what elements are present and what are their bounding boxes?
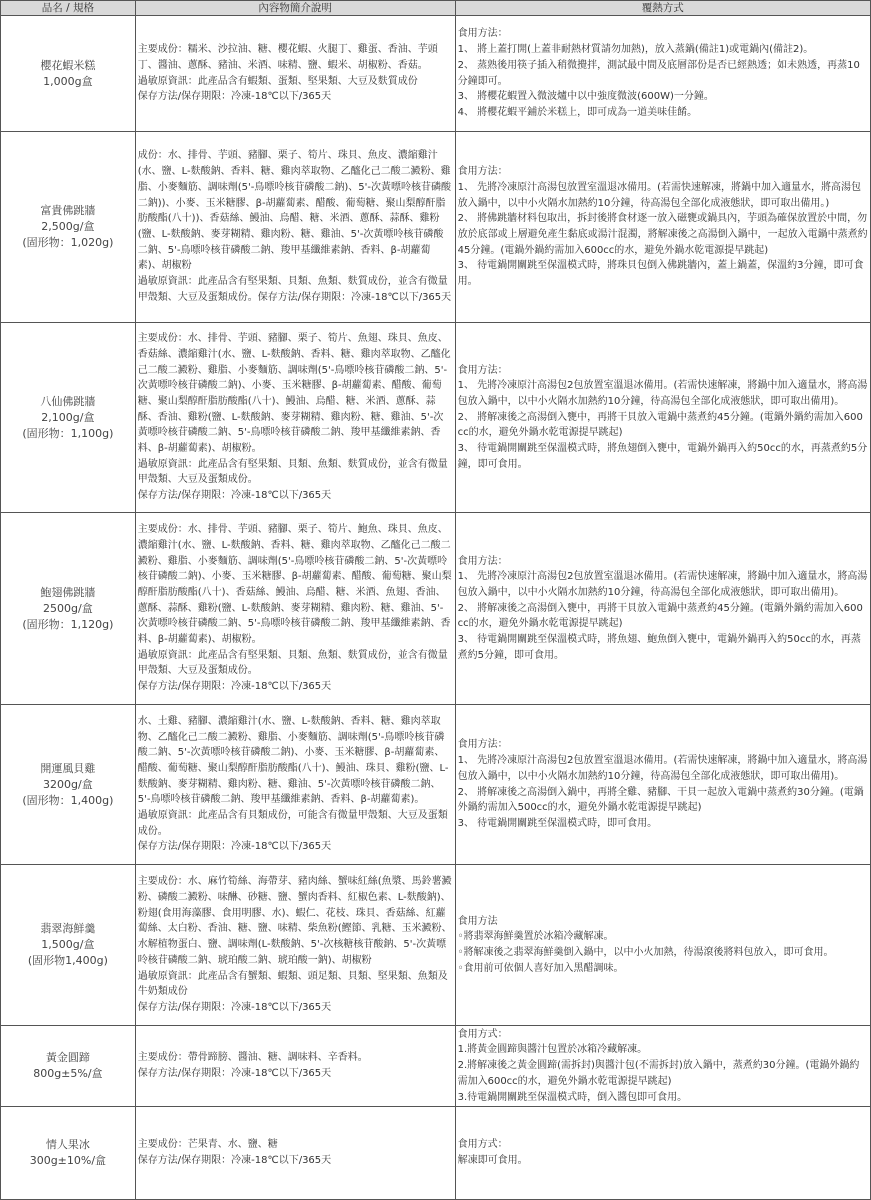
table-row — [1, 705, 871, 865]
product-name-cell — [1, 323, 136, 513]
product-name-line: 鮑翅佛跳牆 — [40, 585, 96, 599]
ingredients-cell — [135, 132, 455, 323]
ingredients-paragraph: 成份：水、排骨、芋頭、豬腳、栗子、筍片、珠貝、魚皮、濃縮雞汁(水、鹽、L-麩酸鈉、香料、糖、雞肉萃取物、乙醯化己二酸二澱粉、雞脂、小麥麵筋、調味劑(5'-鳥嘌呤核苷磷酸二鈉)、5'-次黃嘌呤核苷磷酸二鈉))、小麥、玉米糖膠、β-胡蘿蔔素、醋酸、葡萄糖、聚山梨醇酐脂肪酸酯(八十))、香菇絲、鰻油、烏醋、糖、米酒、蔥酥、蒜酥、雞粉(鹽、L-麩酸鈉、麥芽糊精、雞肉粉、糖、雞油、5'-次黃嘌呤核苷磷酸二鈉、5'-鳥嘌呤核苷磷酸二鈉、羧甲基纖維素鈉、香料、β-胡蘿蔔素)、胡椒粉 — [137, 150, 452, 272]
product-name-line: 3200g/盒 — [43, 777, 93, 791]
reheat-method-cell — [455, 1026, 870, 1107]
method-step: 3、 待電鍋開關跳至保溫模式時，將魚翅、鮑魚倒入甕中，電鍋外鍋再入約50cc的水，再蒸煮約5分鐘，即可食用。 — [457, 634, 861, 661]
method-step: 2、 將解凍後之高湯倒入鍋中，再將全雞、豬腳、干貝一起放入電鍋中蒸煮約30分鐘。(電鍋外鍋約需加入500cc的水，避免外鍋水乾電源提早跳起) — [457, 786, 864, 814]
method-step: 食用方法： — [457, 555, 508, 567]
ingredients-paragraph: 保存方法/保存期限：冷凍-18℃以下/365天 — [137, 490, 332, 502]
method-step: ◦將翡翠海鮮羹置於冰箱冷藏解凍。 — [457, 931, 614, 943]
reheat-method-cell — [455, 865, 870, 1026]
method-step: 食用方法： — [457, 739, 508, 751]
product-name-line: 1,500g/盒 — [41, 938, 95, 951]
ingredients-paragraph: 主要成份：糯米、沙拉油、糖、櫻花蝦、火腿丁、雞蛋、香油、芋頭丁、醬油、蔥酥、豬油、米酒、味精、鹽、蝦米、胡椒粉、香菇。 — [137, 44, 438, 71]
method-step: 3、 待電鍋開關跳至保溫模式時，將珠貝包倒入佛跳牆內，蓋上鍋蓋，保溫約3分鐘，即可食用。 — [457, 260, 864, 288]
method-step: 食用方法： — [457, 28, 508, 40]
product-name-cell — [1, 16, 136, 132]
method-step: 2、 將解凍後之高湯倒入甕中，再將干貝放入電鍋中蒸煮約45分鐘。(電鍋外鍋約需加入600cc的水，避免外鍋水乾電源提早跳起) — [457, 411, 863, 439]
method-step: ◦食用前可依個人喜好加入黑醋調味。 — [457, 962, 624, 974]
table-body — [1, 16, 871, 1200]
product-name-line: (固形物：1,400g) — [22, 793, 114, 807]
method-step: 1、 先將冷凍原汁高湯包2包放置室溫退冰備用。(若需快速解凍，將鍋中加入適量水，將高湯包放入鍋中，以中小火隔水加熱約10分鐘，待高湯包全部化成液態狀，即可取出備用)。 — [457, 755, 868, 782]
reheat-method-cell — [455, 513, 870, 705]
ingredients-paragraph: 保存方法/保存期限：冷凍-18℃以下/365天 — [137, 681, 332, 693]
product-name-line: 翡翠海鮮羹 — [40, 922, 96, 935]
product-name-line: (固形物：1,100g) — [22, 426, 114, 440]
table-row — [1, 1107, 871, 1200]
ingredients-paragraph: 主要成份：水、排骨、芋頭、豬腳、栗子、筍片、魚翅、珠貝、魚皮、香菇絲、濃縮雞汁(水、鹽、L-麩酸鈉、香料、糖、雞肉萃取物、乙醯化己二酸二澱粉、雞脂、小麥麵筋、調味劑(5'-鳥嘌呤核苷磷酸二鈉、5'-次黃嘌呤核苷磷酸二鈉)、小麥、玉米糖膠、β-胡蘿蔔素、醋酸、葡萄糖、聚山梨醇酐脂肪酸酯(八十)、鰻油、烏醋、糖、米酒、蔥酥、蒜酥、香油、雞粉(鹽、L-麩酸鈉、麥芽糊精、雞肉粉、糖、雞油、5'-次黃嘌呤核苷磷酸二鈉、5'-鳥嘌呤核苷磷酸二鈉、羧甲基纖維素鈉、香料、β-胡蘿蔔素)、胡椒粉。 — [137, 333, 451, 455]
product-name-line: 1,000g盒 — [43, 74, 93, 88]
ingredients-paragraph: 過敏原資訊：此產品含有堅果類、貝類、魚類、麩質成份，並含有微量甲殼類、大豆及蛋類成份。 — [137, 458, 448, 486]
product-name-line: 情人果冰 — [45, 1138, 90, 1151]
ingredients-cell — [135, 705, 455, 865]
method-step: 解凍即可食用。 — [457, 1155, 528, 1166]
reheat-method-cell — [455, 705, 870, 865]
method-step: 2.將解凍後之黃金圓蹄(需拆封)與醬汁包(不需拆封)放入鍋中，蒸煮約30分鐘。(電鍋外鍋約需加入600cc的水，避免外鍋水乾電源提早跳起) — [457, 1060, 860, 1087]
product-name-line: 2500g/盒 — [43, 601, 93, 615]
reheat-method-cell — [455, 132, 870, 323]
reheat-method-cell — [455, 1107, 870, 1200]
table-row — [1, 16, 871, 132]
method-step: 1、 將上蓋打開(上蓋非耐熱材質請勿加熱)，放入蒸鍋(備註1)或電鍋內(備註2)。 — [457, 44, 814, 56]
name-column-header: 品名 / 規格 — [1, 1, 136, 16]
ingredients-cell — [135, 323, 455, 513]
table-row — [1, 513, 871, 705]
product-name-line: 黃金圓蹄 — [45, 1051, 90, 1064]
product-name-line: 300g±10%/盒 — [29, 1154, 107, 1167]
method-column-header: 覆熱方式 — [455, 1, 870, 16]
method-step: 3、 待電鍋開關跳至保溫模式時，將魚翅倒入甕中，電鍋外鍋再入約50cc的水，再蒸煮約5分鐘，即可食用。 — [457, 443, 868, 470]
reheat-method-cell — [455, 16, 870, 132]
ingredients-paragraph: 水、土雞、豬腳、濃縮雞汁(水、鹽、L-麩酸鈉、香料、糖、雞肉萃取物、乙醯化己二酸二澱粉、雞脂、小麥麵筋、調味劑(5'-鳥嘌呤核苷磷酸二鈉、5'-次黃嘌呤核苷磷酸二鈉)、小麥、玉米糖膠、β-胡蘿蔔素、醋酸、葡萄糖、聚山梨醇酐脂肪酸酯(八十)、鰻油、珠貝、雞粉(鹽、L-麩酸鈉、麥芽糊精、雞肉粉、糖、雞油、5'-次黃嘌呤核苷磷酸二鈉、5'-鳥嘌呤核苷磷酸二鈉、羧甲基纖維素鈉、香料、β-胡蘿蔔素)。 — [137, 715, 449, 806]
ingredients-paragraph: 過敏原資訊：此產品含有堅果類、貝類、魚類、麩質成份，並含有微量甲殼類、大豆及蛋類成份。 — [137, 649, 448, 677]
table-row — [1, 323, 871, 513]
method-step: 4、 將櫻花蝦平鋪於米糕上，即可成為一道美味佳餚。 — [457, 106, 698, 118]
ingredients-cell — [135, 16, 455, 132]
method-step: 1、 先將冷凍原汁高湯包2包放置室溫退冰備用。(若需快速解凍，將鍋中加入適量水，將高湯包放入鍋中，以中小火隔水加熱約10分鐘，待高湯包全部化成液態狀，即可取出備用)。 — [457, 571, 868, 598]
method-step: 1.將黃金圓蹄與醬汁包置於冰箱冷藏解凍。 — [457, 1044, 648, 1056]
ingredients-paragraph: 主要成份：芒果青、水、鹽、糖 — [137, 1139, 278, 1151]
ingredients-paragraph: 保存方法/保存期限：冷凍-18℃以下/365天 — [137, 91, 332, 103]
product-name-line: 八仙佛跳牆 — [40, 394, 96, 408]
ingredients-paragraph: 主要成份：水、麻竹筍絲、海帶芽、豬肉絲、蟹味紅絲(魚漿、馬鈴薯澱粉、磷酸二澱粉、味醂、砂糖、鹽、蟹肉香料、紅椒色素、L-麩酸鈉)、粉翅(食用海藻膠、食用明膠、水)、蝦仁、花枝、珠貝、香菇絲、紅蘿蔔絲、太白粉、香油、糖、鹽、味精、柴魚粉(鰹節、乳糖、玉米澱粉、水解植物蛋白、鹽、調味劑(L-麩酸鈉、5'-次核糖核苷酸鈉、5'-次黃嘌呤核苷磷酸二鈉、琥珀酸二鈉、琥珀酸一鈉)、胡椒粉 — [137, 876, 452, 966]
product-name-cell — [1, 705, 136, 865]
method-step: 食用方法： — [457, 364, 508, 376]
ingredients-paragraph: 保存方法/保存期限：冷凍-18℃以下/365天 — [137, 841, 332, 853]
method-step: 食用方法： — [457, 166, 508, 178]
product-name-line: 富貴佛跳牆 — [40, 204, 96, 217]
method-step: 2、 蒸熟後用筷子插入稍微攪拌，測試最中間及底層部份是否已經熱透；如未熟透，再蒸10分鐘即可。 — [457, 59, 860, 87]
product-name-line: 開運風貝雞 — [40, 761, 96, 775]
ingredients-cell — [135, 513, 455, 705]
ingredients-cell — [135, 1026, 455, 1107]
ingredients-paragraph: 主要成份：帶骨蹄膀、醬油、糖、調味料、辛香料。 — [137, 1052, 368, 1064]
ingredients-paragraph: 過敏原資訊：此產品含有貝類成份，可能含有微量甲殼類、大豆及蛋類成份。 — [137, 810, 448, 837]
product-name-cell — [1, 865, 136, 1026]
product-name-line: (固形物：1,120g) — [22, 617, 114, 631]
method-step: 食用方式： — [457, 1139, 508, 1151]
ingredients-paragraph: 保存方法/保存期限：冷凍-18℃以下/365天 — [137, 1068, 332, 1079]
product-name-line: (固形物：1,020g) — [22, 236, 114, 249]
method-step: 3.待電鍋開關跳至保溫模式時，倒入醬包即可食用。 — [457, 1091, 688, 1103]
ingredients-paragraph: 過敏原資訊：此產品含有堅果類、貝類、魚類、麩質成份，並含有微量甲殼類、大豆及蛋類成份。保存方法/保存期限：冷凍-18℃以下/365天 — [137, 276, 452, 303]
ingredients-paragraph: 主要成份：水、排骨、芋頭、豬腳、栗子、筍片、鮑魚、珠貝、魚皮、濃縮雞汁(水、鹽、L-麩酸鈉、香料、糖、雞肉萃取物、乙醯化己二酸二澱粉、雞脂、小麥麵筋、調味劑(5'-鳥嘌呤核苷磷酸二鈉、5'-次黃嘌呤核苷磷酸二鈉)、小麥、玉米糖膠、β-胡蘿蔔素、醋酸、葡萄糖、聚山梨醇酐脂肪酸酯(八十)、香菇絲、鰻油、烏醋、糖、米酒、魚翅、香油、蔥酥、蒜酥、雞粉(鹽、L-麩酸鈉、麥芽糊精、雞肉粉、糖、雞油、5'-次黃嘌呤核苷磷酸二鈉、5'-鳥嘌呤核苷磷酸二鈉、羧甲基纖維素鈉、香料、β-胡蘿蔔素)、胡椒粉。 — [137, 524, 452, 646]
product-name-cell — [1, 513, 136, 705]
product-name-cell — [1, 132, 136, 323]
ingredients-paragraph: 過敏原資訊：此產品含有蝦類、蛋類、堅果類、大豆及麩質成份 — [137, 75, 418, 87]
ingredients-paragraph: 保存方法/保存期限：冷凍-18℃以下/365天 — [137, 1001, 332, 1013]
method-step: 食用方法 — [457, 915, 498, 927]
ingredients-column-header: 內容物簡介說明 — [135, 1, 455, 16]
ingredients-paragraph: 保存方法/保存期限：冷凍-18℃以下/365天 — [137, 1155, 332, 1166]
method-step: 3、 待電鍋開關跳至保溫模式時，即可食用。 — [457, 817, 658, 829]
product-name-cell — [1, 1026, 136, 1107]
product-name-line: 櫻花蝦米糕 — [40, 58, 96, 72]
method-step: 1、 先將冷凍原汁高湯包放置室溫退冰備用。(若需快速解凍，將鍋中加入適量水，將高湯包放入鍋中，以中小火隔水加熱約10分鐘，待高湯包全部化成液態狀，即可取出備用。) — [457, 181, 862, 209]
method-step: 1、 先將冷凍原汁高湯包2包放置室溫退冰備用。(若需快速解凍，將鍋中加入適量水，將高湯包放入鍋中，以中小火隔水加熱約10分鐘，待高湯包全部化成液態狀，即可取出備用)。 — [457, 380, 868, 407]
method-step: 食用方式： — [457, 1028, 508, 1040]
product-name-line: (固形物1,400g) — [27, 954, 108, 967]
product-name-line: 2,100g/盒 — [41, 410, 95, 424]
table-row — [1, 865, 871, 1026]
method-step: 3、 將櫻花蝦置入微波爐中以中強度微波(600W)一分鐘。 — [457, 91, 714, 103]
reheat-method-cell — [455, 323, 870, 513]
ingredients-cell — [135, 1107, 455, 1200]
table-row — [1, 132, 871, 323]
ingredients-paragraph: 過敏原資訊：此產品含有蟹類、蝦類、頭足類、貝類、堅果類、魚類及牛奶類成份 — [137, 970, 448, 998]
method-step: 2、 將解凍後之高湯倒入甕中，再將干貝放入電鍋中蒸煮約45分鐘。(電鍋外鍋約需加入600cc的水，避免外鍋水乾電源提早跳起) — [457, 602, 863, 630]
method-step: ◦將解凍後之翡翠海鮮羹倒入鍋中，以中小火加熱，待湯滾後將料包放入，即可食用。 — [457, 947, 834, 958]
method-step: 2、 將佛跳牆材料包取出，拆封後將食材逐一放入磁甕或鍋具內，芋頭為確保放置於中間，勿放於底部或上層避免產生黏底或湯汁混濁，將解凍後之高湯倒入鍋中，一起放入電鍋中蒸煮約45分鐘。(電鍋外鍋約需加入600cc的水，避免外鍋水乾電源提早跳起) — [457, 213, 868, 256]
table-header-row — [1, 1, 871, 16]
ingredients-cell — [135, 865, 455, 1026]
product-name-line: 800g±5%/盒 — [33, 1067, 103, 1080]
product-name-cell — [1, 1107, 136, 1200]
product-name-line: 2,500g/盒 — [41, 220, 95, 233]
table-row — [1, 1026, 871, 1107]
